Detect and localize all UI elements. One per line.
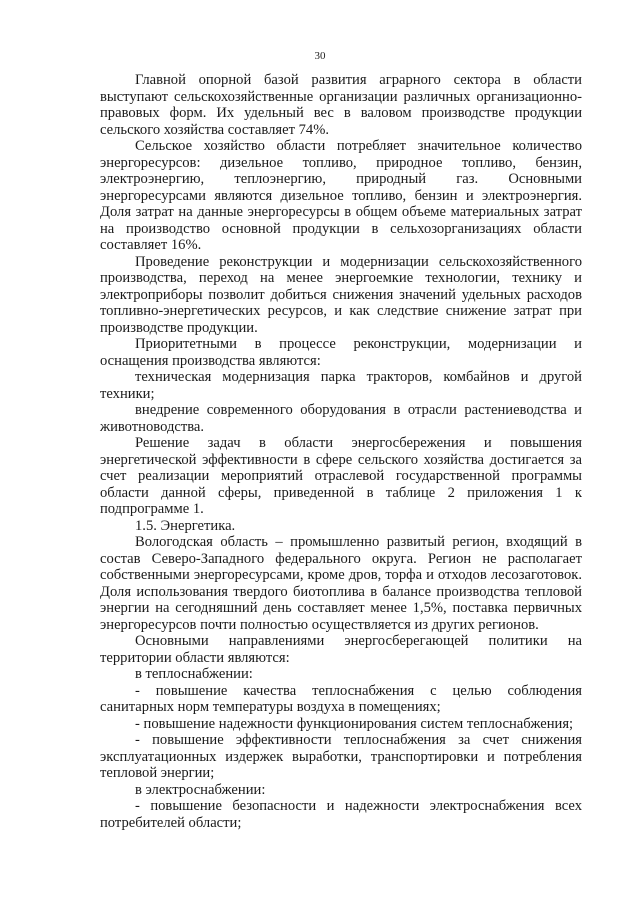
list-item-heat-quality: - повышение качества теплоснабжения с целью соблюдения санитарных норм температуры воздуха в помещениях;: [100, 682, 582, 715]
subheading-heat-supply: в теплоснабжении:: [135, 666, 253, 682]
list-item-electricity-safety: - повышение безопасности и надежности электроснабжения всех потребителей области;: [100, 798, 582, 831]
subheading-electricity-supply: в электроснабжении:: [135, 781, 266, 798]
paragraph-priorities-intro: Приоритетными в процессе реконструкции, модернизации и оснащения производства являются:: [100, 336, 582, 369]
list-item-heat-reliability: - повышение надежности функционирования систем теплоснабжения;: [135, 715, 574, 732]
list-item-heat-efficiency: - повышение эффективности теплоснабжения за счет снижения эксплуатационных издержек выработки, транспортировки и потребления тепловой энергии;: [100, 732, 582, 781]
page-number: 30: [314, 50, 326, 62]
list-item-modern-equipment: внедрение современного оборудования в отрасли растениеводства и животноводства.: [100, 402, 582, 435]
paragraph-vologda-region: Вологодская область – промышленно развитый регион, входящий в состав Северо-Западного федерального округа. Регион не располагает собственными энергоресурсами, кроме дров, торфа и отходов лесозаготовок. Доля использования твердого биотоплива в балансе производства тепловой энергии на сегодняшний день составляет менее 1,5%, поставка первичных энергоресурсов почти полностью осуществляется из других регионов.: [100, 534, 582, 633]
paragraph-energy-consumption: Сельское хозяйство области потребляет значительное количество энергоресурсов: дизельное топливо, природное топливо, бензин, электроэнергию, теплоэнергию, природный газ. Основными энергоресурсами являются дизельное топливо, бензин и электроэнергия. Доля затрат на данные энергоресурсы в общем объеме материальных затрат на производство основной продукции в сельхозорганизациях области составляет 16%.: [100, 138, 582, 253]
section-heading-energetics: 1.5. Энергетика.: [135, 517, 236, 534]
paragraph-policy-directions: Основными направлениями энергосберегающей политики на территории области являются:: [100, 633, 582, 666]
paragraph-modernization: Проведение реконструкции и модернизации сельскохозяйственного производства, переход на менее энергоемкие технологии, технику и электроприборы позволит добиться снижения значений удельных расходов топливно-энергетических ресурсов, и как следствие снижение затрат при производстве продукции.: [100, 253, 582, 336]
list-item-tech-modernization: техническая модернизация парка тракторов, комбайнов и другой техники;: [100, 369, 582, 402]
paragraph-energy-saving-tasks: Решение задач в области энергосбережения и повышения энергетической эффективности в сфере сельского хозяйства достигается за счет реализации мероприятий отраслевой государственной программы области данной сферы, приведенной в таблице 2 приложения 1 к подпрограмме 1.: [100, 435, 582, 517]
paragraph-agrarian-base: Главной опорной базой развития аграрного сектора в области выступают сельскохозяйственные организации различных организационно-правовых форм. Их удельный вес в валовом производстве продукции сельского хозяйства составляет 74%.: [100, 72, 582, 138]
document-body: [100, 72, 582, 831]
